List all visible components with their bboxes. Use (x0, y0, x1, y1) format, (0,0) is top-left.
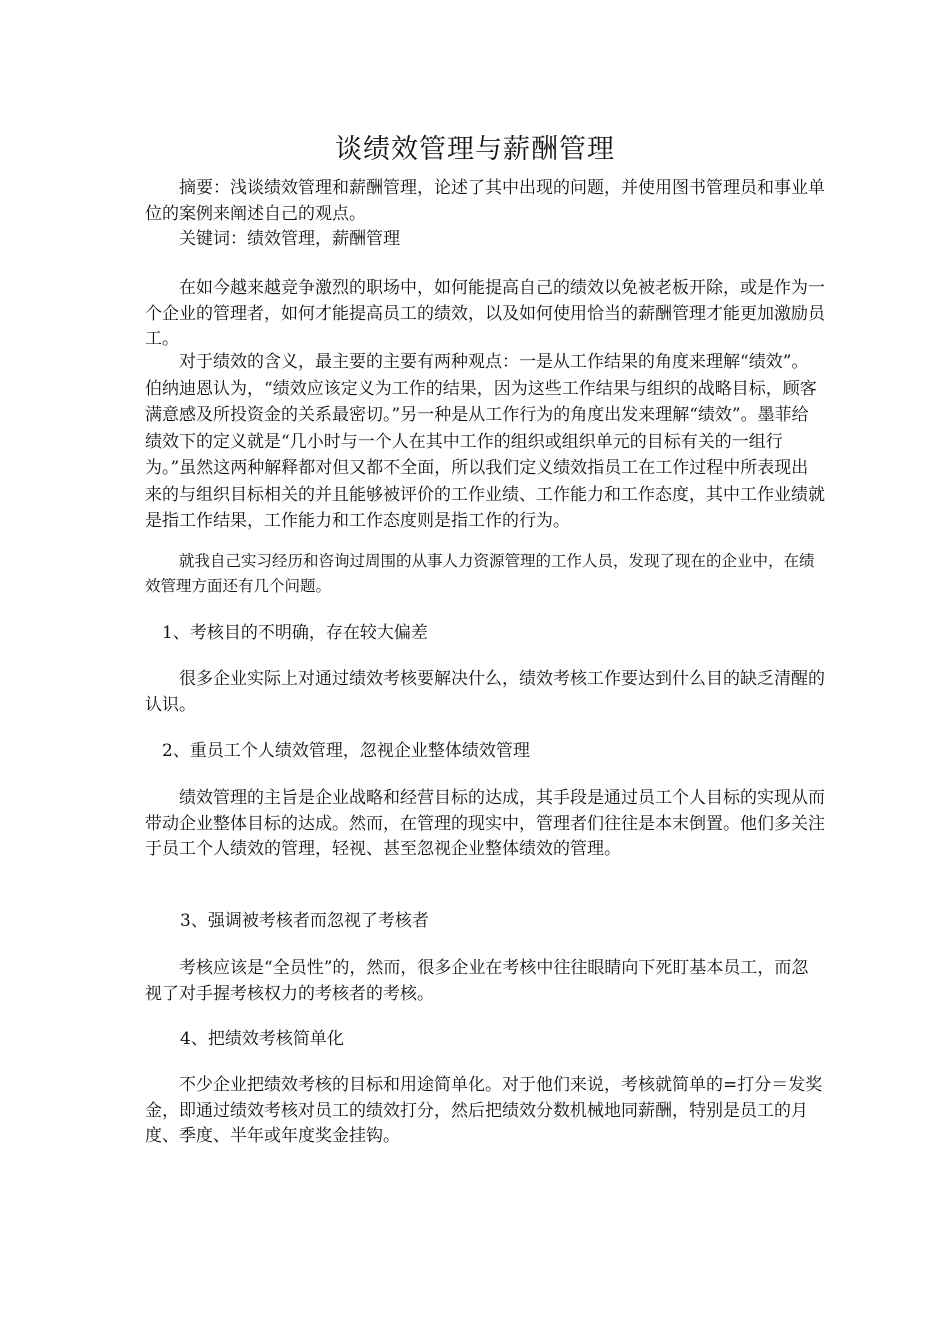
section-heading: 2、重员工个人绩效管理，忽视企业整体绩效管理 (162, 741, 530, 761)
intro-paragraph: 在如今越来越竞争激烈的职场中，如何能提高自己的绩效以免被老板开除，或是作为一个企业的管理者，如何才能提高员工的绩效，以及如何使用恰当的薪酬管理才能更加激励员工。 (145, 278, 825, 349)
intro-block (145, 276, 825, 353)
section-paragraph: 不少企业把绩效考核的目标和用途简单化。对于他们来说，考核就简单的=打分＝发奖金，即通过绩效考核对员工的绩效打分，然后把绩效分数机械地同薪酬，特别是员工的月度、季度、半年或年度奖金挂钩。 (145, 1075, 823, 1146)
section-heading: 1、考核目的不明确，存在较大偏差 (162, 623, 428, 643)
observation-paragraph: 就我自己实习经历和咨询过周围的从事人力资源管理的工作人员，发现了现在的企业中，在绩效管理方面还有几个问题。 (145, 552, 815, 595)
abstract-paragraph: 摘要：浅谈绩效管理和薪酬管理，论述了其中出现的问题，并使用图书管理员和事业单位的案例来阐述自己的观点。 (145, 178, 825, 224)
section-heading: 4、把绩效考核简单化 (180, 1029, 344, 1049)
section-body (145, 956, 825, 1007)
document-title: 谈绩效管理与薪酬管理 (335, 134, 615, 165)
definition-paragraph: 对于绩效的含义，最主要的主要有两种观点：一是从工作结果的角度来理解“绩效”。伯纳迪恩认为，“绩效应该定义为工作的结果，因为这些工作结果与组织的战略目标，顾客满意感及所投资金的关系最密切。”另一种是从工作行为的角度出发来理解“绩效”。墨菲给绩效下的定义就是“几小时与一个人在其中工作的组织或组织单元的目标有关的一组行为。”虽然这两种解释都对但又都不全面，所以我们定义绩效指员工在工作过程中所表现出来的与组织目标相关的并且能够被评价的工作业绩、工作能力和工作态度，其中工作业绩就是指工作结果，工作能力和工作态度则是指工作的行为。 (145, 352, 825, 531)
section-paragraph: 考核应该是“全员性”的，然而，很多企业在考核中往往眼睛向下死盯基本员工，而忽视了对手握考核权力的考核者的考核。 (145, 958, 809, 1004)
section-body (145, 786, 825, 863)
abstract-block (145, 176, 825, 253)
definition-block (145, 349, 825, 535)
section-body (145, 667, 825, 718)
section-paragraph: 很多企业实际上对通过绩效考核要解决什么，绩效考核工作要达到什么目的缺乏清醒的认识。 (145, 669, 825, 715)
keywords-paragraph: 关键词：绩效管理，薪酬管理 (179, 229, 400, 249)
observation-block (145, 549, 825, 599)
section-heading: 3、强调被考核者而忽视了考核者 (180, 911, 429, 931)
section-paragraph: 绩效管理的主旨是企业战略和经营目标的达成，其手段是通过员工个人目标的实现从而带动企业整体目标的达成。然而，在管理的现实中，管理者们往往是本末倒置。他们多关注于员工个人绩效的管理，轻视、甚至忽视企业整体绩效的管理。 (145, 788, 825, 859)
section-body (145, 1073, 825, 1150)
